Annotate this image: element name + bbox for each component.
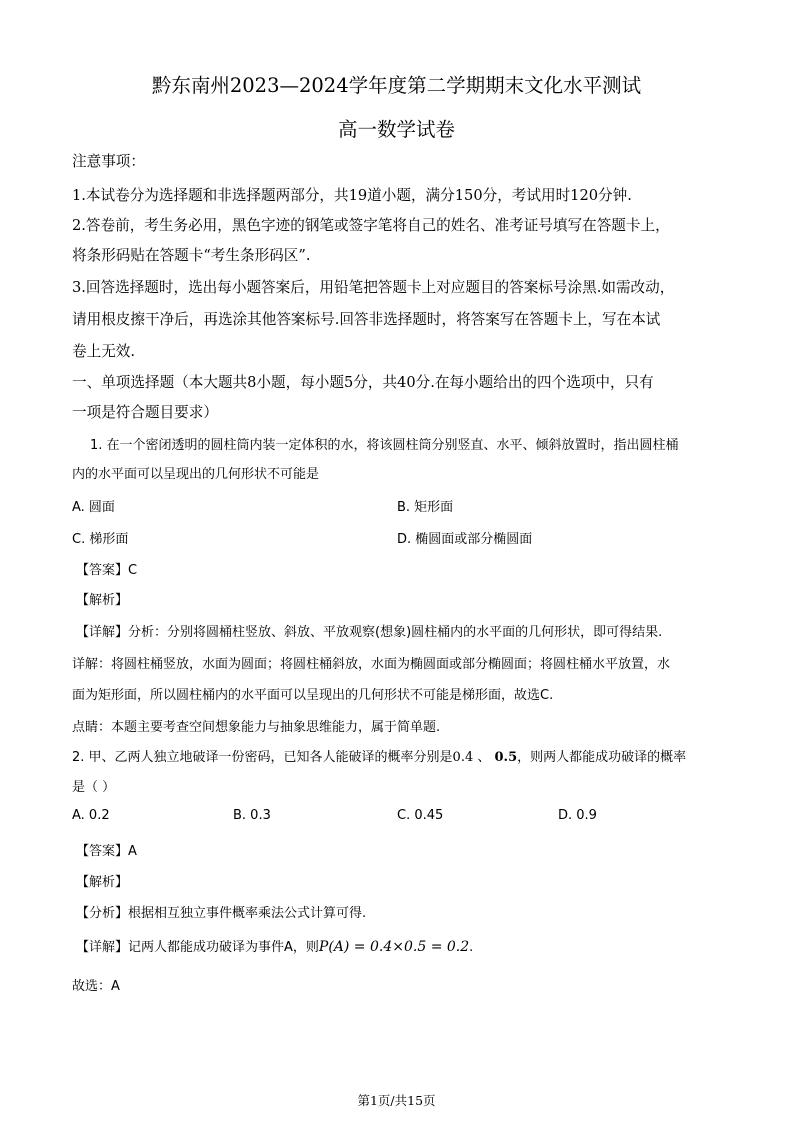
- question-2-separator: 、: [473, 750, 495, 765]
- question-2-stem-prefix: 2. 甲、乙两人独立地破译一份密码，已知各人能破译的概率分别是: [72, 750, 453, 765]
- section-heading-cont: 一项是符合题目要求）: [72, 404, 218, 421]
- question-1-option-c: C. 梯形面: [72, 532, 129, 547]
- question-2-option-c: C. 0.45: [397, 808, 444, 823]
- question-2-detail-suffix: .: [469, 940, 474, 955]
- question-2-stem-cont: 是（ ）: [72, 780, 116, 795]
- question-2-stem-suffix: ，则两人都能成功破译的概率: [517, 750, 687, 765]
- page-subtitle: 高一数学试卷: [337, 118, 455, 141]
- question-1-stem: 1. 在一个密闭透明的圆柱筒内装一定体积的水，将该圆柱筒分别竖直、水平、倾斜放置时，指出圆柱桶: [90, 438, 679, 453]
- question-2-option-a: A. 0.2: [72, 808, 110, 823]
- question-2-detail-prefix: 【详解】记两人都能成功破译为事件A，则: [76, 940, 319, 955]
- question-2-prob-1: 0.4: [452, 750, 474, 765]
- question-1-stem-cont: 内的水平面可以呈现出的几何形状不可能是: [72, 467, 320, 482]
- notice-item-1: 1.本试卷分为选择题和非选择题两部分，共19道小题，满分150分，考试用时120分钟.: [72, 187, 632, 204]
- question-1-explanation: 详解：将圆柱桶竖放，水面为圆面；将圆柱桶斜放，水面为椭圆面或部分椭圆面；将圆柱桶水平放置，水: [72, 657, 671, 672]
- question-2-option-d: D. 0.9: [558, 808, 597, 823]
- question-1-analysis-label: 【解析】: [76, 593, 129, 608]
- notice-item-2: 2.答卷前，考生务必用，黑色字迹的钢笔或签字笔将自己的姓名、准考证号填写在答题卡上，: [72, 217, 670, 234]
- section-heading: 一、单项选择题（本大题共8小题，每小题5分，共40分.在每小题给出的四个选项中，只有: [72, 374, 654, 391]
- question-2-analysis-label: 【解析】: [76, 875, 129, 890]
- notice-item-3: 3.回答选择题时，选出每小题答案后，用铅笔把答题卡上对应题目的答案标号涂黑.如需改动，: [72, 279, 675, 296]
- question-1-explanation-cont: 面为矩形面，所以圆柱桶内的水平面可以呈现出的几何形状不可能是梯形面，故选C.: [72, 688, 554, 703]
- question-1-comment: 点睛：本题主要考查空间想象能力与抽象思维能力，属于简单题.: [72, 720, 441, 735]
- question-2-option-b: B. 0.3: [233, 808, 271, 823]
- question-1-option-d: D. 椭圆面或部分椭圆面: [397, 532, 533, 547]
- question-2-formula: P(A) = 0.4×0.5 = 0.2: [318, 939, 470, 955]
- question-2-stem: [72, 746, 686, 765]
- notice-item-3-cont: 请用根皮擦干净后，再选涂其他答案标号.回答非选择题时，将答案写在答题卡上，写在本试: [72, 311, 661, 328]
- question-1-option-a: A. 圆面: [72, 500, 115, 515]
- question-2-fenxi: 【分析】根据相互独立事件概率乘法公式计算可得.: [76, 906, 367, 921]
- question-2-choice: 故选：A: [72, 979, 120, 994]
- question-2-prob-2: 0.5: [494, 750, 518, 765]
- page-title: 黔东南州2023—2024学年度第二学期期末文化水平测试: [151, 74, 642, 97]
- notice-item-2-cont: 将条形码贴在答题卡“考生条形码区”.: [72, 247, 311, 264]
- question-1-detail: 【详解】分析：分别将圆桶柱竖放、斜放、平放观察(想象)圆柱桶内的水平面的几何形状，即可得结果.: [76, 625, 663, 640]
- question-1-answer: 【答案】C: [76, 563, 138, 578]
- question-1-option-b: B. 矩形面: [397, 500, 454, 515]
- notice-heading: 注意事项：: [72, 153, 145, 170]
- question-2-detail: [76, 936, 473, 955]
- question-2-answer: 【答案】A: [76, 844, 137, 859]
- notice-item-3-end: 卷上无效.: [72, 343, 136, 360]
- page-number: 第1页/共15页: [357, 1093, 436, 1108]
